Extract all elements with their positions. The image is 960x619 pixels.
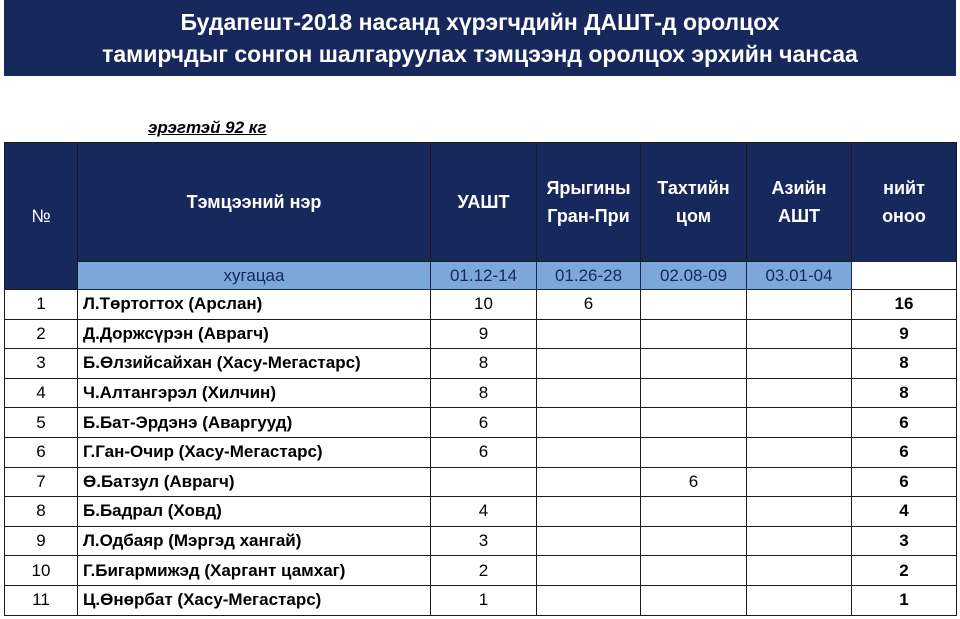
points-col-2	[537, 408, 641, 438]
total-points-cell: 8	[852, 349, 957, 379]
points-col-3	[641, 290, 747, 320]
points-col-1: 8	[431, 349, 537, 379]
points-col-4	[747, 319, 852, 349]
ranking-table	[4, 142, 957, 616]
points-col-4	[747, 349, 852, 379]
total-points-cell: 1	[852, 585, 957, 615]
title-banner	[4, 0, 956, 76]
total-points-cell: 6	[852, 437, 957, 467]
date-label: хугацаа	[78, 262, 431, 290]
points-col-1: 6	[431, 408, 537, 438]
points-col-1: 1	[431, 585, 537, 615]
weight-category-label: эрэгтэй 92 кг	[148, 118, 267, 137]
points-col-4	[747, 497, 852, 527]
rank-cell: 7	[5, 467, 78, 497]
header-row	[5, 143, 957, 262]
points-col-4	[747, 556, 852, 586]
points-col-1: 2	[431, 556, 537, 586]
header-col-3	[641, 143, 747, 262]
points-col-2	[537, 526, 641, 556]
total-points-cell: 2	[852, 556, 957, 586]
points-col-3	[641, 585, 747, 615]
points-col-3	[641, 526, 747, 556]
points-col-1	[431, 467, 537, 497]
date-total-blank	[852, 262, 957, 290]
points-col-2	[537, 497, 641, 527]
rank-cell: 4	[5, 378, 78, 408]
date-col-3: 02.08-09	[641, 262, 747, 290]
total-points-cell: 16	[852, 290, 957, 320]
rank-cell: 10	[5, 556, 78, 586]
total-points-cell: 6	[852, 408, 957, 438]
athlete-name-cell: Л.Одбаяр (Мэргэд хангай)	[78, 526, 431, 556]
table-row	[5, 497, 957, 527]
points-col-2	[537, 437, 641, 467]
header-number: №	[5, 143, 78, 290]
points-col-4	[747, 526, 852, 556]
total-points-cell: 8	[852, 378, 957, 408]
rank-cell: 8	[5, 497, 78, 527]
points-col-3	[641, 319, 747, 349]
date-col-2: 01.26-28	[537, 262, 641, 290]
athlete-name-cell: Б.Өлзийсайхан (Хасу-Мегастарс)	[78, 349, 431, 379]
athlete-name-cell: Г.Бигармижэд (Харгант цамхаг)	[78, 556, 431, 586]
points-col-1: 6	[431, 437, 537, 467]
athlete-name-cell: Ө.Батзул (Аврагч)	[78, 467, 431, 497]
points-col-4	[747, 467, 852, 497]
rank-cell: 6	[5, 437, 78, 467]
points-col-4	[747, 378, 852, 408]
points-col-4	[747, 408, 852, 438]
points-col-3: 6	[641, 467, 747, 497]
points-col-2	[537, 349, 641, 379]
athlete-name-cell: Б.Бадрал (Ховд)	[78, 497, 431, 527]
date-col-4: 03.01-04	[747, 262, 852, 290]
points-col-1: 4	[431, 497, 537, 527]
points-col-3	[641, 497, 747, 527]
header-col-4	[747, 143, 852, 262]
rank-cell: 5	[5, 408, 78, 438]
header-col-1: УАШТ	[431, 143, 537, 262]
header-col-3-line-2: цом	[675, 206, 712, 226]
header-col-4-line-1: Азийн	[771, 178, 827, 198]
table-row	[5, 467, 957, 497]
points-col-2	[537, 378, 641, 408]
points-col-3	[641, 437, 747, 467]
table-row	[5, 556, 957, 586]
points-col-1: 10	[431, 290, 537, 320]
points-col-3	[641, 408, 747, 438]
athlete-name-cell: Л.Төртогтох (Арслан)	[78, 290, 431, 320]
total-points-cell: 3	[852, 526, 957, 556]
rank-cell: 2	[5, 319, 78, 349]
title-line-1: Будапешт-2018 насанд хүрэгчдийн ДАШТ-д оролцох	[180, 9, 780, 35]
table-row	[5, 349, 957, 379]
title-line-2: тамирчдыг сонгон шалгаруулах тэмцээнд оролцох эрхийн чансаа	[102, 41, 858, 67]
athlete-name-cell: Г.Ган-Очир (Хасу-Мегастарс)	[78, 437, 431, 467]
points-col-3	[641, 349, 747, 379]
athlete-name-cell: Д.Доржсүрэн (Аврагч)	[78, 319, 431, 349]
table-row	[5, 319, 957, 349]
date-row	[5, 262, 957, 290]
header-col-2-line-2: Гран-При	[547, 206, 630, 226]
header-total-line-1: нийт	[883, 178, 925, 198]
table-row	[5, 290, 957, 320]
points-col-4	[747, 290, 852, 320]
total-points-cell: 6	[852, 467, 957, 497]
points-col-2	[537, 556, 641, 586]
points-col-2	[537, 467, 641, 497]
table-row	[5, 378, 957, 408]
rank-cell: 3	[5, 349, 78, 379]
table-row	[5, 585, 957, 615]
athlete-name-cell: Ч.Алтангэрэл (Хилчин)	[78, 378, 431, 408]
points-col-1: 9	[431, 319, 537, 349]
header-event-name: Тэмцээний нэр	[78, 143, 431, 262]
table-row	[5, 526, 957, 556]
points-col-1: 3	[431, 526, 537, 556]
points-col-2: 6	[537, 290, 641, 320]
points-col-2	[537, 319, 641, 349]
points-col-4	[747, 437, 852, 467]
rank-cell: 11	[5, 585, 78, 615]
points-col-3	[641, 378, 747, 408]
points-col-3	[641, 556, 747, 586]
header-total-line-2: оноо	[882, 206, 926, 226]
header-total	[852, 143, 957, 262]
points-col-1: 8	[431, 378, 537, 408]
table-row	[5, 437, 957, 467]
points-col-2	[537, 585, 641, 615]
total-points-cell: 4	[852, 497, 957, 527]
table-row	[5, 408, 957, 438]
rank-cell: 1	[5, 290, 78, 320]
header-col-3-line-1: Тахтийн	[657, 178, 730, 198]
header-col-4-line-2: АШТ	[777, 206, 821, 226]
points-col-4	[747, 585, 852, 615]
total-points-cell: 9	[852, 319, 957, 349]
rank-cell: 9	[5, 526, 78, 556]
athlete-name-cell: Б.Бат-Эрдэнэ (Аваргууд)	[78, 408, 431, 438]
header-col-2	[537, 143, 641, 262]
header-col-2-line-1: Ярыгины	[546, 178, 631, 198]
date-col-1: 01.12-14	[431, 262, 537, 290]
athlete-name-cell: Ц.Өнөрбат (Хасу-Мегастарс)	[78, 585, 431, 615]
